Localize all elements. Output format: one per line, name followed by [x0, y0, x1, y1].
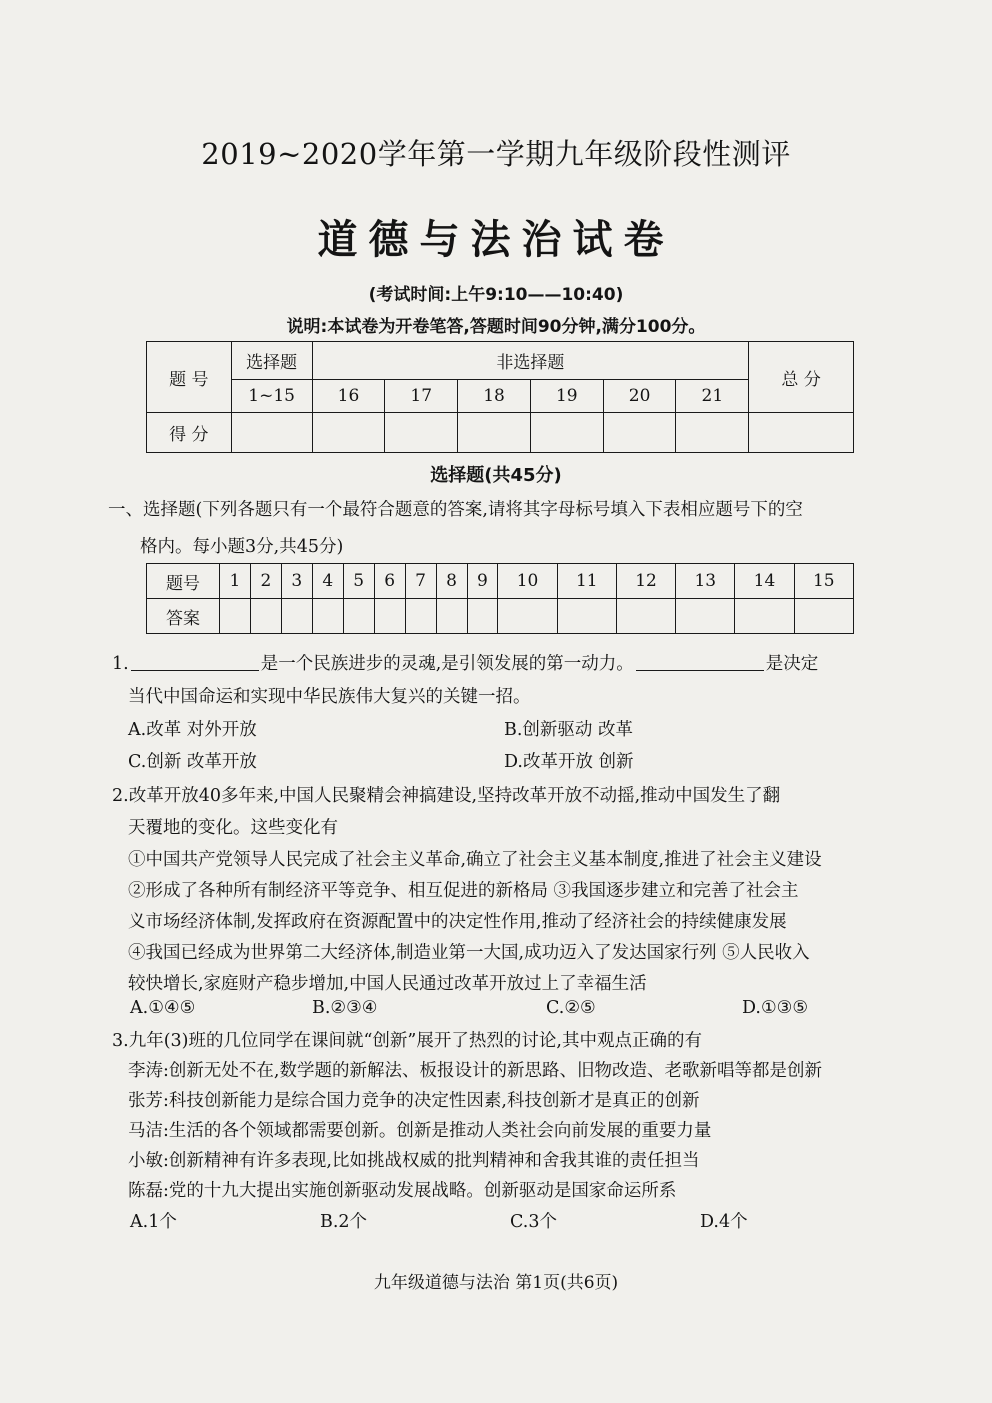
q3-line: 马洁:生活的各个领域都需要创新。创新是推动人类社会向前发展的重要力量	[128, 1121, 712, 1141]
answer-table-number: 12	[616, 564, 675, 599]
q3-line: 小敏:创新精神有许多表现,比如挑战权威的批判精神和舍我其谁的责任担当	[128, 1151, 700, 1171]
score-cell	[603, 413, 676, 453]
score-cell	[231, 413, 312, 453]
answer-cell	[281, 599, 312, 634]
q1-line-2: 当代中国命运和实现中华民族伟大复兴的关键一招。	[128, 687, 531, 707]
q2-option-a: A.①④⑤	[130, 998, 196, 1018]
answer-table-number: 6	[374, 564, 405, 599]
score-table-question: 17	[385, 380, 458, 413]
answer-cell	[312, 599, 343, 634]
q3-line: 李涛:创新无处不在,数学题的新解法、板报设计的新思路、旧物改造、老歌新唱等都是创新	[128, 1061, 822, 1081]
score-table-score-label: 得 分	[147, 413, 232, 453]
exam-title: 道德与法治试卷	[317, 217, 675, 263]
q1-option-b: B.创新驱动 改革	[504, 720, 633, 740]
q2-line: ①中国共产党领导人民完成了社会主义革命,确立了社会主义基本制度,推进了社会主义建设	[128, 850, 822, 870]
answer-table-number: 13	[676, 564, 735, 599]
q2-line: 天覆地的变化。这些变化有	[128, 818, 338, 838]
answer-table-label: 答案	[147, 599, 220, 634]
answer-cell	[436, 599, 467, 634]
q2-line: 义市场经济体制,发挥政府在资源配置中的决定性作用,推动了经济社会的持续健康发展	[128, 912, 787, 932]
answer-cell	[794, 599, 853, 634]
section-title: 选择题(共45分)	[430, 465, 562, 486]
score-table-choice-range: 1~15	[231, 380, 312, 413]
q2-line: 较快增长,家庭财产稳步增加,中国人民通过改革开放过上了幸福生活	[128, 974, 647, 994]
answer-table-number: 10	[498, 564, 557, 599]
score-cell	[312, 413, 385, 453]
q1-option-d: D.改革开放 创新	[504, 752, 634, 772]
score-table-question: 18	[458, 380, 531, 413]
q3-line: 陈磊:党的十九大提出实施创新驱动发展战略。创新驱动是国家命运所系	[128, 1181, 677, 1201]
q2-line: ②形成了各种所有制经济平等竞争、相互促进的新格局 ③我国逐步建立和完善了社会主	[128, 881, 799, 901]
q3-line: 3.九年(3)班的几位同学在课间就“创新”展开了热烈的讨论,其中观点正确的有	[112, 1031, 702, 1051]
answer-table	[146, 563, 854, 634]
answer-cell	[374, 599, 405, 634]
score-cell	[385, 413, 458, 453]
answer-table-number: 11	[557, 564, 616, 599]
q1-text-b: 是决定	[765, 654, 819, 674]
exam-time: (考试时间:上午9:10——10:40)	[368, 285, 624, 305]
answer-table-number: 3	[281, 564, 312, 599]
answer-cell	[405, 599, 436, 634]
answer-cell	[498, 599, 557, 634]
answer-cell	[220, 599, 251, 634]
q1-line-1	[112, 650, 818, 675]
answer-table-label: 题号	[147, 564, 220, 599]
q3-option-b: B.2个	[320, 1212, 368, 1232]
answer-cell	[616, 599, 675, 634]
q3-option-a: A.1个	[130, 1212, 177, 1232]
score-table-question: 21	[676, 380, 749, 413]
answer-table-number: 15	[794, 564, 853, 599]
exam-note: 说明:本试卷为开卷笔答,答题时间90分钟,满分100分。	[286, 317, 706, 337]
score-table	[146, 341, 854, 453]
q1-option-c: C.创新 改革开放	[128, 752, 257, 772]
q1-text-a: 是一个民族进步的灵魂,是引领发展的第一动力。	[260, 654, 634, 674]
exam-header: 2019~2020学年第一学期九年级阶段性测评	[201, 137, 791, 171]
answer-table-number: 9	[467, 564, 498, 599]
answer-cell	[250, 599, 281, 634]
score-table-non-choice-header: 非选择题	[312, 342, 749, 380]
section-instruction: 格内。每小题3分,共45分)	[140, 537, 344, 557]
q2-option-c: C.②⑤	[546, 998, 596, 1018]
q2-line: 2.改革开放40多年来,中国人民聚精会神搞建设,坚持改革开放不动摇,推动中国发生了翻	[112, 786, 781, 806]
score-table-choice-header: 选择题	[231, 342, 312, 380]
answer-cell	[343, 599, 374, 634]
answer-table-number: 14	[735, 564, 794, 599]
q1-option-a: A.改革 对外开放	[128, 720, 257, 740]
q3-line: 张芳:科技创新能力是综合国力竞争的决定性因素,科技创新才是真正的创新	[128, 1091, 700, 1111]
score-cell	[530, 413, 603, 453]
score-cell	[749, 413, 854, 453]
answer-cell	[735, 599, 794, 634]
score-table-question: 19	[530, 380, 603, 413]
q1-blank-2	[636, 670, 764, 671]
score-table-question: 20	[603, 380, 676, 413]
answer-table-number: 7	[405, 564, 436, 599]
q3-option-c: C.3个	[510, 1212, 557, 1232]
q3-option-d: D.4个	[700, 1212, 748, 1232]
score-cell	[676, 413, 749, 453]
page-footer: 九年级道德与法治 第1页(共6页)	[373, 1273, 619, 1293]
q2-line: ④我国已经成为世界第二大经济体,制造业第一大国,成功迈入了发达国家行列 ⑤人民收入	[128, 943, 810, 963]
answer-cell	[467, 599, 498, 634]
answer-table-number: 4	[312, 564, 343, 599]
score-table-question: 16	[312, 380, 385, 413]
answer-table-number: 5	[343, 564, 374, 599]
answer-table-number: 2	[250, 564, 281, 599]
section-instruction: 一、选择题(下列各题只有一个最符合题意的答案,请将其字母标号填入下表相应题号下的空	[108, 500, 803, 520]
answer-cell	[557, 599, 616, 634]
q1-number: 1.	[112, 654, 129, 674]
score-table-tihao: 题 号	[147, 342, 232, 413]
q2-option-b: B.②③④	[312, 998, 378, 1018]
score-table-total-header: 总 分	[749, 342, 854, 413]
answer-cell	[676, 599, 735, 634]
q2-option-d: D.①③⑤	[742, 998, 809, 1018]
q1-blank-1	[131, 670, 259, 671]
answer-table-number: 8	[436, 564, 467, 599]
score-cell	[458, 413, 531, 453]
answer-table-number: 1	[220, 564, 251, 599]
